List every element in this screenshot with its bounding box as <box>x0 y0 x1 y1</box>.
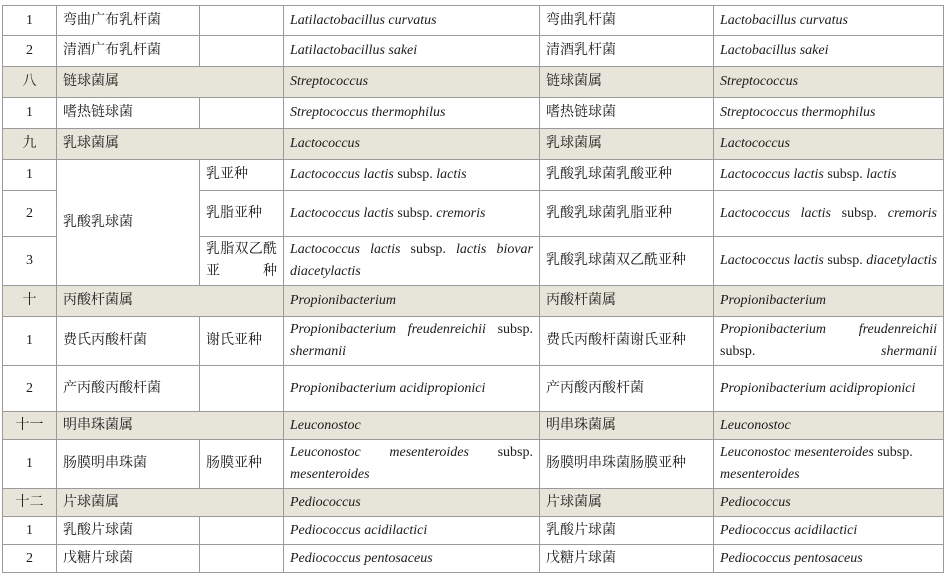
latin-name-subsp: subsp. <box>393 167 437 182</box>
latin-name <box>284 317 540 366</box>
former-latin-name <box>714 317 944 366</box>
latin-name-genus: Lactococcus lactis <box>290 167 394 182</box>
chinese-name-2: 费氏丙酸杆菌谢氏亚种 <box>540 317 714 366</box>
latin-name: Pediococcus pentosaceus <box>284 545 540 573</box>
genus-chinese-name: 丙酸杆菌属 <box>57 286 284 317</box>
subspecies-cell: 乳脂亚种 <box>200 191 284 237</box>
former-latin-genus: Propionibacterium freudenreichii <box>720 322 937 337</box>
table-row <box>3 545 944 573</box>
chinese-name-2: 清酒乳杆菌 <box>540 36 714 67</box>
table-row <box>3 366 944 412</box>
chinese-name: 产丙酸丙酸杆菌 <box>57 366 200 412</box>
chinese-name: 嗜热链球菌 <box>57 98 200 129</box>
genus-row <box>3 489 944 517</box>
latin-name-subsp: subsp. <box>468 445 533 460</box>
chinese-name: 戊糖片球菌 <box>57 545 200 573</box>
row-number: 1 <box>3 440 57 489</box>
latin-name-epithet: shermanii <box>290 344 346 359</box>
genus-latin-name: Pediococcus <box>284 489 540 517</box>
genus-number: 十一 <box>3 412 57 440</box>
row-number: 1 <box>3 98 57 129</box>
chinese-name: 肠膜明串珠菌 <box>57 440 200 489</box>
latin-name: Latilactobacillus sakei <box>284 36 540 67</box>
latin-name-genus: Leuconostoc mesenteroides <box>290 445 469 460</box>
genus-latin-name: Streptococcus <box>284 67 540 98</box>
latin-name <box>284 191 540 237</box>
former-latin-epithet: lactis <box>866 167 897 182</box>
chinese-name-2: 戊糖片球菌 <box>540 545 714 573</box>
former-latin-name <box>714 440 944 489</box>
row-number: 2 <box>3 545 57 573</box>
table-row <box>3 6 944 36</box>
genus-number: 八 <box>3 67 57 98</box>
former-latin-name: Lactobacillus sakei <box>714 36 944 67</box>
former-latin-epithet: cremoris <box>887 205 937 221</box>
former-latin-name: Streptococcus thermophilus <box>714 98 944 129</box>
latin-name-epithet: mesenteroides <box>290 467 370 482</box>
subspecies-cell <box>200 36 284 67</box>
chinese-name-2: 乳酸乳球菌乳酸亚种 <box>540 160 714 191</box>
former-latin-genus: Lactococcus lactis <box>720 253 824 268</box>
genus-chinese-name: 链球菌属 <box>57 67 284 98</box>
subspecies-cell: 肠膜亚种 <box>200 440 284 489</box>
former-latin-subsp: subsp. <box>823 253 863 268</box>
row-number: 2 <box>3 36 57 67</box>
former-latin-name: Lactobacillus curvatus <box>714 6 944 36</box>
former-latin-subsp: subsp. <box>823 167 867 182</box>
genus-row <box>3 412 944 440</box>
latin-name: Pediococcus acidilactici <box>284 517 540 545</box>
former-latin-genus: Lactococcus lactis <box>720 167 824 182</box>
genus-chinese-name-2: 链球菌属 <box>540 67 714 98</box>
genus-chinese-name-2: 丙酸杆菌属 <box>540 286 714 317</box>
latin-name-subsp: subsp. <box>393 205 437 221</box>
table-row <box>3 317 944 366</box>
latin-name-epithet: cremoris <box>436 205 486 221</box>
latin-name <box>284 160 540 191</box>
chinese-name: 弯曲广布乳杆菌 <box>57 6 200 36</box>
former-latin-name: Pediococcus pentosaceus <box>714 545 944 573</box>
genus-chinese-name-2: 乳球菌属 <box>540 129 714 160</box>
latin-name-genus: Lactococcus lactis <box>290 205 394 221</box>
genus-chinese-name-2: 明串珠菌属 <box>540 412 714 440</box>
genus-row <box>3 129 944 160</box>
chinese-name-2: 肠膜明串珠菌肠膜亚种 <box>540 440 714 489</box>
former-latin-name: Propionibacterium acidipropionici <box>714 366 944 412</box>
chinese-name-2: 乳酸片球菌 <box>540 517 714 545</box>
latin-name: Streptococcus thermophilus <box>284 98 540 129</box>
row-number: 1 <box>3 317 57 366</box>
genus-number: 十 <box>3 286 57 317</box>
former-latin-name <box>714 237 944 286</box>
row-number: 2 <box>3 366 57 412</box>
latin-name-epithet: lactis biovar diacetylactis <box>290 242 533 279</box>
genus-number: 九 <box>3 129 57 160</box>
subspecies-cell <box>200 517 284 545</box>
chinese-name-2: 乳酸乳球菌乳脂亚种 <box>540 191 714 237</box>
former-latin-subsp: subsp. <box>830 205 878 221</box>
genus-number: 十二 <box>3 489 57 517</box>
genus-latin-name: Propionibacterium <box>284 286 540 317</box>
genus-former-latin-name: Leuconostoc <box>714 412 944 440</box>
subspecies-cell: 乳脂双乙酰亚种 <box>200 237 284 286</box>
table-row <box>3 440 944 489</box>
genus-chinese-name: 明串珠菌属 <box>57 412 284 440</box>
row-number: 1 <box>3 517 57 545</box>
table-row <box>3 517 944 545</box>
genus-former-latin-name: Streptococcus <box>714 67 944 98</box>
chinese-name: 乳酸乳球菌 <box>57 160 200 286</box>
chinese-name: 清酒广布乳杆菌 <box>57 36 200 67</box>
latin-name-subsp: subsp. <box>497 322 534 337</box>
latin-name-subsp: subsp. <box>400 242 457 257</box>
row-number: 2 <box>3 191 57 237</box>
latin-name <box>284 440 540 489</box>
species-table <box>2 5 944 573</box>
chinese-name-2: 产丙酸丙酸杆菌 <box>540 366 714 412</box>
subspecies-cell: 谢氏亚种 <box>200 317 284 366</box>
former-latin-genus: Lactococcus lactis <box>720 205 831 221</box>
chinese-name-2: 嗜热链球菌 <box>540 98 714 129</box>
subspecies-cell <box>200 545 284 573</box>
former-latin-epithet: mesenteroides <box>720 467 800 482</box>
row-number: 1 <box>3 6 57 36</box>
genus-latin-name: Leuconostoc <box>284 412 540 440</box>
latin-name-genus: Lactococcus lactis <box>290 242 401 257</box>
table-row <box>3 98 944 129</box>
subspecies-cell <box>200 98 284 129</box>
former-latin-epithet: diacetylactis <box>866 253 938 268</box>
former-latin-name <box>714 160 944 191</box>
chinese-name-2: 弯曲乳杆菌 <box>540 6 714 36</box>
row-number: 1 <box>3 160 57 191</box>
subspecies-cell <box>200 366 284 412</box>
latin-name: Propionibacterium acidipropionici <box>284 366 540 412</box>
former-latin-subsp: subsp. <box>873 445 913 460</box>
genus-chinese-name: 片球菌属 <box>57 489 284 517</box>
genus-former-latin-name: Lactococcus <box>714 129 944 160</box>
latin-name: Latilactobacillus curvatus <box>284 6 540 36</box>
former-latin-name <box>714 191 944 237</box>
latin-name-epithet: lactis <box>436 167 467 182</box>
former-latin-name: Pediococcus acidilactici <box>714 517 944 545</box>
genus-row <box>3 67 944 98</box>
genus-former-latin-name: Pediococcus <box>714 489 944 517</box>
former-latin-subsp: subsp. <box>720 344 881 359</box>
genus-former-latin-name: Propionibacterium <box>714 286 944 317</box>
chinese-name: 乳酸片球菌 <box>57 517 200 545</box>
genus-chinese-name: 乳球菌属 <box>57 129 284 160</box>
table-row <box>3 160 944 191</box>
latin-name-genus: Propionibacterium freudenreichii <box>290 322 486 337</box>
table-row <box>3 36 944 67</box>
former-latin-epithet: shermanii <box>881 344 937 359</box>
latin-name <box>284 237 540 286</box>
row-number: 3 <box>3 237 57 286</box>
subspecies-cell <box>200 6 284 36</box>
former-latin-genus: Leuconostoc mesenteroides <box>720 445 874 460</box>
genus-latin-name: Lactococcus <box>284 129 540 160</box>
chinese-name: 费氏丙酸杆菌 <box>57 317 200 366</box>
genus-chinese-name-2: 片球菌属 <box>540 489 714 517</box>
chinese-name-2: 乳酸乳球菌双乙酰亚种 <box>540 237 714 286</box>
genus-row <box>3 286 944 317</box>
subspecies-cell: 乳亚种 <box>200 160 284 191</box>
